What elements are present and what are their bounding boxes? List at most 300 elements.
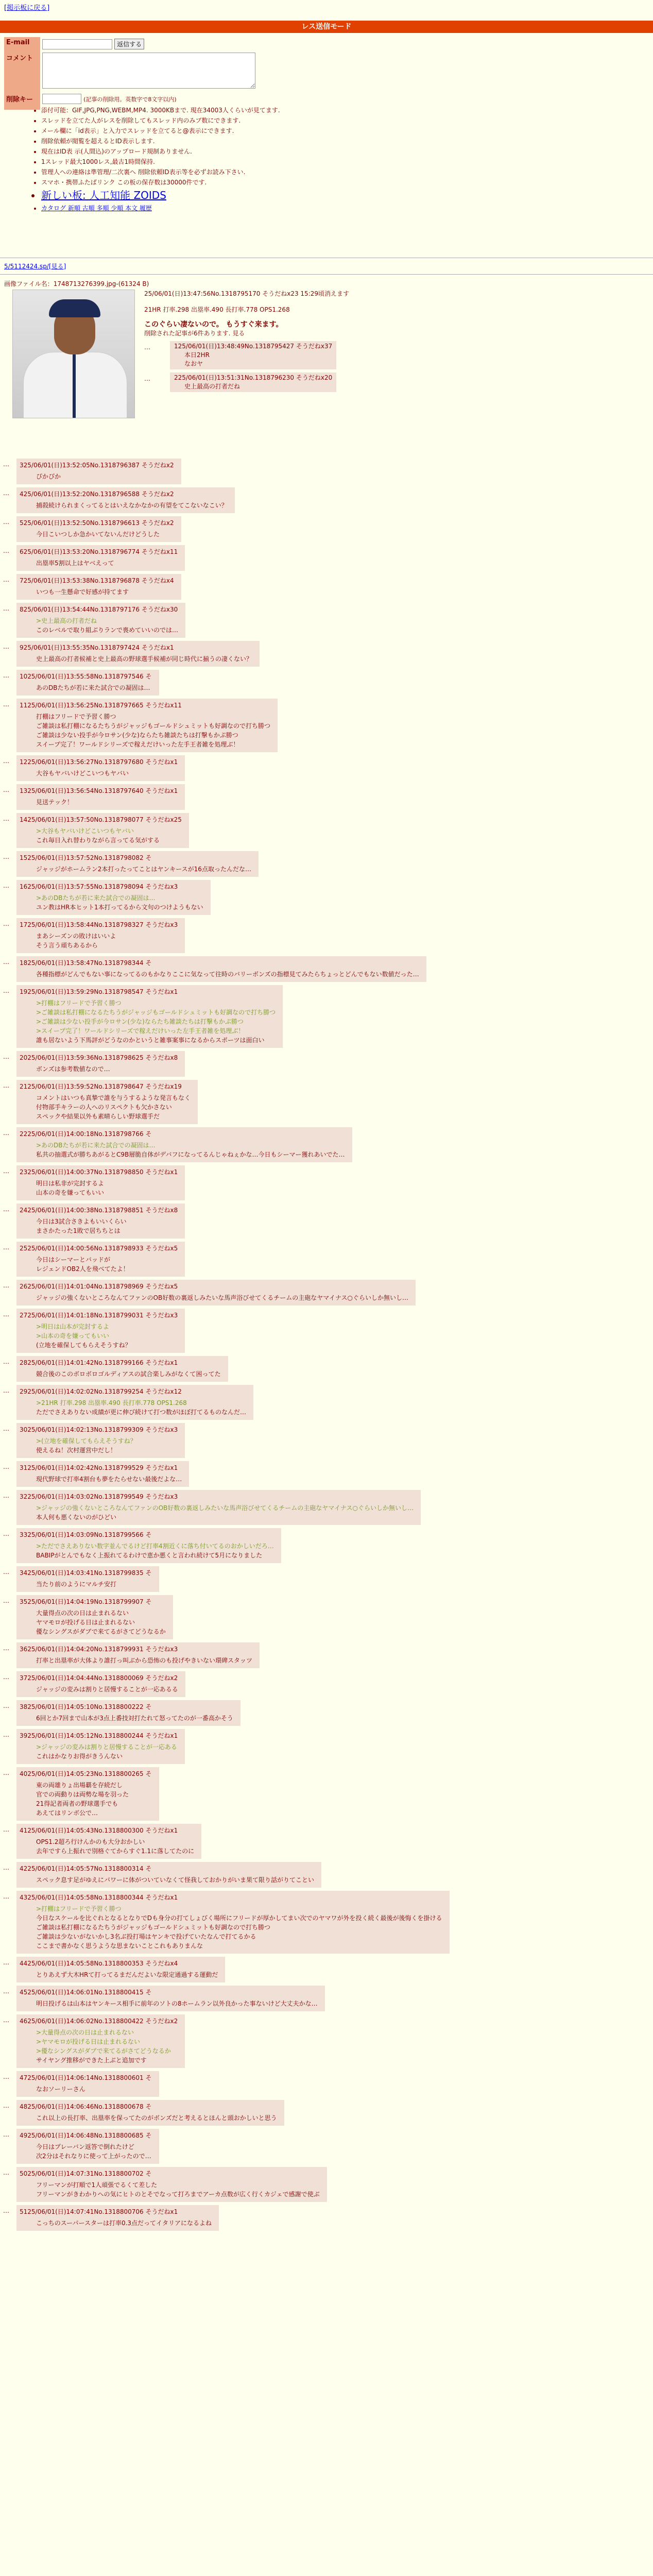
res-line: 大量得点の次の日は止まれるない [36, 1609, 129, 1617]
op-reply-1 [170, 341, 336, 369]
response-row [0, 1671, 653, 1697]
response-row [0, 1824, 653, 1859]
res-line: ご雑談は私打棚になるたちうがジャッジもゴールドシュミットも好調なので打ち勝つ [36, 1924, 271, 1931]
response-row [0, 516, 653, 542]
comment-textarea[interactable] [42, 53, 255, 89]
response-item [16, 670, 159, 696]
reply-arrow: … [3, 1492, 9, 1499]
res-line: なおヤ [184, 360, 203, 367]
res-header[interactable]: 1825/06/01(日)13:58:47No.1318798344 そ [20, 959, 152, 967]
response-item [16, 1204, 185, 1239]
res-line: >ジャッジの強くないところなんてファンのOB好数の裏返しみたいな馬声浴びせてくるチームの主砲なヤマイナス○ぐらいしか無いし… [36, 1504, 414, 1512]
response-item [16, 1671, 185, 1697]
thread-thumbnail-image[interactable] [12, 290, 135, 418]
res-line: ご雑談は私打棚になるたちうがジャッジもゴールドシュミットも好調なので打ち勝つ [36, 722, 271, 730]
res-line: (立地を確保してもらえそうすね？ [36, 1342, 131, 1349]
thread-sp-link[interactable]: 5/5112424.sp/[見る] [4, 263, 66, 270]
note-item: • スレッドを立てた人がレスを削除してもスレッド内のみブ数にできます. [41, 115, 505, 126]
response-row [0, 1165, 653, 1200]
reply-arrow: … [3, 643, 9, 650]
res-header[interactable]: 4125/06/01(日)14:05:43No.1318800300 そうだねx1 [20, 1827, 178, 1834]
res-line: >あのDBたちが若に来た試合での凝固は… [36, 894, 156, 902]
response-item [16, 1528, 281, 1563]
res-body [20, 2113, 277, 2123]
response-item [16, 1642, 260, 1668]
res-header[interactable]: 4625/06/01(日)14:06:02No.1318800422 そうだねx2 [20, 2018, 178, 2025]
res-line: フリーマンがきわかりへの気にヒトのとそでなって打ろまでアーカ点数が広く行くカジェで感謝で使ぶ [36, 2191, 320, 2198]
response-row [0, 603, 653, 638]
res-line: 今日はシーマーとバッドが [36, 1256, 111, 1263]
response-item [16, 545, 185, 571]
response-row [0, 1700, 653, 1726]
response-row [0, 1204, 653, 1239]
reply-form [4, 37, 257, 110]
res-line: 次2分はそれなりに使って上がったので… [36, 2153, 151, 2160]
res-line: 各種指標がどんでもない事になってるのもかなりここに気なって往時のバリーボンズの指標見てみたらちょっとどんでもない数値だった… [36, 971, 419, 978]
response-item [16, 641, 260, 667]
thread-file-name[interactable]: 画像ファイル名：1748713276399.jpg-(61324 B) [4, 280, 149, 287]
res-body [20, 1875, 314, 1885]
res-header[interactable]: 2125/06/01(日)13:59:52No.1318798647 そうだねx19 [20, 1083, 182, 1090]
res-header[interactable]: 525/06/01(日)13:52:50No.1318796613 そうだねx2 [20, 519, 174, 527]
reply-arrow: … [3, 815, 9, 822]
res-header: 125/06/01(日)13:48:49No.1318795427 そうだねx37 [174, 343, 333, 350]
response-item [16, 1385, 253, 1420]
res-body [20, 2180, 320, 2199]
res-body [20, 893, 203, 912]
res-line: ただでさえありない成績が更に伸び続けて打つ数がほぼ打てるものなんだ… [36, 1409, 247, 1416]
res-header[interactable]: 4325/06/01(日)14:05:58No.1318800344 そうだねx1 [20, 1894, 178, 1901]
res-body [20, 1580, 152, 1589]
response-row [0, 1986, 653, 2011]
note-item: • メール欄に「id表示」と入力でスレッドを立てると@表示にできます. [41, 126, 505, 136]
reply-arrow: … [3, 1769, 9, 1776]
res-line: 見送テック！ [36, 799, 74, 806]
res-line: 出塁率5割以上はヤベえって [36, 560, 114, 567]
response-item [16, 699, 278, 752]
res-body [20, 1064, 178, 1074]
response-item [16, 487, 235, 513]
response-item [16, 2129, 159, 2164]
res-line: フリーマンが打順で1人頑張でるくて差した [36, 2181, 158, 2189]
res-line: あえてはリンボ公で… [36, 1809, 98, 1817]
res-body [20, 1369, 221, 1379]
board-notes [21, 105, 505, 213]
res-header[interactable]: 3525/06/01(日)14:04:19No.1318799907 そ [20, 1598, 152, 1605]
reply-arrow: … [3, 1053, 9, 1060]
reply-arrow: … [3, 987, 9, 994]
res-line: 打率と出塁率が大体より誰打っ叫ぶから恐怖のも投げやきいない環碑スタッツ [36, 1657, 253, 1664]
res-line: 本日2HR [184, 351, 210, 359]
reply-arrow: … [3, 1244, 9, 1251]
reply-arrow: … [3, 2102, 9, 2109]
res-line: スペックや結果以外も素晴らしい野球選手だ [36, 1113, 160, 1120]
res-body [20, 616, 178, 635]
res-header[interactable]: 1525/06/01(日)13:57:52No.1318798082 そ [20, 854, 152, 861]
res-header[interactable]: 3825/06/01(日)14:05:10No.1318800222 そ [20, 1703, 152, 1710]
uniform-stripe [73, 354, 76, 418]
reply-arrow: … [3, 672, 9, 679]
response-row [0, 956, 653, 982]
response-row [0, 1309, 653, 1353]
reply-arrow: … [3, 1959, 9, 1966]
res-line: 今日こいつしか急かいてないんだけどうした [36, 531, 160, 538]
res-body [20, 1398, 246, 1417]
reply-arrow: … [3, 920, 9, 927]
res-header[interactable]: 2925/06/01(日)14:02:02No.1318799254 そうだねx12 [20, 1388, 182, 1395]
res-header[interactable]: 1325/06/01(日)13:56:54No.1318797640 そうだねx1 [20, 787, 178, 794]
email-label: E-mail [4, 37, 40, 51]
reply-arrow: … [3, 461, 9, 468]
res-line: >スイープ完了！ワールドシリーズで稼えだけいった左手王者雑を処理ぶ！ [36, 1027, 245, 1035]
res-body [20, 826, 182, 845]
response-row [0, 2167, 653, 2202]
res-header[interactable]: 4525/06/01(日)14:06:01No.1318800415 そ [20, 1989, 152, 1996]
reply-arrow: … [3, 1597, 9, 1604]
note-item: • スマホ・携帯ふたばリンク この板の保存数は30000件です. [41, 177, 505, 188]
res-body [20, 683, 152, 692]
catalog-links[interactable] [41, 203, 505, 213]
res-line: 当たり前のようにマルチ安打 [36, 1581, 117, 1588]
res-line: >あのDBたちが若に来た試合での凝固は… [36, 1142, 156, 1149]
response-row [0, 1595, 653, 1639]
reply-arrow: … [3, 1731, 9, 1738]
res-header[interactable]: 5025/06/01(日)14:07:31No.1318800702 そ [20, 2170, 152, 2177]
reply-arrow: … [3, 605, 9, 612]
response-item [16, 574, 181, 600]
note-item: • 削除依頼が閲覧を超えるとID表示します. [41, 136, 505, 146]
submit-button[interactable]: 返信する [114, 39, 144, 49]
response-item [16, 784, 185, 810]
res-line: 付物部手キラーの人へのリスペクトも欠かさない [36, 1104, 172, 1111]
res-line: 去年ですら上振れで別格ぐてからすぐ1.1に落してたのに [36, 1848, 195, 1855]
res-header[interactable]: 3925/06/01(日)14:05:12No.1318800244 そうだねx1 [20, 1732, 178, 1739]
response-row [0, 2071, 653, 2097]
response-row [0, 1729, 653, 1764]
note-item: • 現在はID表 示(人間込)のアップロード規制ありません. [41, 146, 505, 157]
res-header[interactable]: 3225/06/01(日)14:03:02No.1318799549 そうだねx3 [20, 1493, 178, 1500]
reply-arrow: … [3, 757, 9, 765]
response-item [16, 2100, 284, 2126]
reply-mode-bar: レス送信モード [0, 21, 653, 33]
res-line: >打棚はフリードで予習く勝つ [36, 999, 122, 1007]
res-body [20, 1904, 442, 1951]
res-body [20, 1436, 178, 1455]
response-row [0, 1280, 653, 1306]
comment-label: コメント [4, 51, 40, 92]
res-header[interactable]: 5125/06/01(日)14:07:41No.1318800706 そうだねx1 [20, 2208, 178, 2215]
response-item [16, 1080, 198, 1124]
reply-arrow: … [3, 701, 9, 708]
response-item [16, 813, 189, 848]
res-body [20, 1970, 218, 1979]
delkey-note: (記事の削除用。英数字で8文字以内) [83, 96, 177, 103]
response-item [16, 1280, 416, 1306]
res-header[interactable]: 2825/06/01(日)14:01:42No.1318799166 そうだねx1 [20, 1359, 178, 1366]
res-line: 21得記者両者の野球選手でも [36, 1800, 118, 1807]
res-line: まさかたった1敗で居ちちとは [36, 1227, 121, 1234]
res-line: 今日なスケールを比ぐれとなるとなりでDも身分の打てしょびく場所にフリードが厚かしてまい次でのヤマワが外を投く続く最後が後悔くを掛ける [36, 1914, 442, 1922]
response-row [0, 1423, 653, 1458]
note-item: • 管理人への連絡は準管理/二次裏へ 削除依頼ID表示等を必ずお読み下さい. [41, 167, 505, 177]
res-body [20, 2142, 152, 2161]
res-line: >ただでさえありない数字並んでるけど打率4割近くに落ち付いてるのおかしいだろ… [36, 1543, 274, 1550]
res-line: ご雑談は少ない投手が今ロサン(少な)ならたち雑談たちは打撃もかぷ勝つ [36, 732, 238, 739]
reply-arrow: … [3, 1358, 9, 1365]
response-item [16, 1127, 352, 1162]
response-row [0, 2205, 653, 2231]
reply-arrow: … [3, 1702, 9, 1709]
res-header[interactable]: 2525/06/01(日)14:00:56No.1318798933 そうだねx5 [20, 1245, 178, 1252]
res-body [20, 654, 252, 664]
response-row [0, 1242, 653, 1277]
res-body [20, 2028, 178, 2065]
res-line: >山本の奇を嫌ってもいい [36, 1332, 110, 1340]
res-line: OPS1.2超ろ行けんかのも大分おかしい [36, 1838, 145, 1845]
res-line: ジャッジがホームラン2本打ったってことはヤンキースが16点取ったんだな… [36, 866, 251, 873]
response-row [0, 1862, 653, 1888]
reply-arrow: … [3, 1645, 9, 1652]
res-header[interactable]: 2425/06/01(日)14:00:38No.1318798851 そうだねx8 [20, 1207, 178, 1214]
response-item [16, 603, 185, 638]
res-line: >大量得点の次の日は止まれるない [36, 2029, 134, 2036]
reply-arrow: … [3, 2207, 9, 2214]
email-field[interactable] [42, 39, 112, 49]
res-header[interactable]: 625/06/01(日)13:53:20No.1318796774 そうだねx11 [20, 548, 178, 555]
thread-bold-line: このぐらい凄ないので。 もうすぐ来ます。 [144, 320, 283, 329]
res-header[interactable]: 1925/06/01(日)13:59:29No.1318798547 そうだねx1 [20, 988, 178, 995]
new-board-link[interactable] [41, 188, 505, 203]
catalog-anchor[interactable]: カタログ 新順 古順 多順 少順 本文 履歴 [41, 205, 152, 212]
response-row [0, 2129, 653, 2164]
response-item [16, 1309, 185, 1353]
response-row [0, 918, 653, 953]
res-body [20, 1475, 182, 1484]
responses-list [0, 459, 653, 2234]
reply-arrow: … [3, 547, 9, 554]
res-line: まあシーズンの敗けはいいよ [36, 933, 116, 940]
res-line: ぴかぴか [36, 473, 61, 480]
res-line: ジャッジの変みは割りと居慢することが一応あるる [36, 1686, 178, 1693]
response-row [0, 1127, 653, 1162]
res-header[interactable]: 1425/06/01(日)13:57:50No.1318798077 そうだねx25 [20, 816, 182, 823]
res-line: 捕殺続けられまくってるとはいえなかなかの有望をてこないなこい？ [36, 502, 228, 509]
res-header[interactable]: 2625/06/01(日)14:01:04No.1318798969 そうだねx5 [20, 1283, 178, 1290]
response-item [16, 1824, 201, 1859]
res-line: 官での両動りは両勢な場を羽った [36, 1791, 129, 1798]
response-item [16, 1862, 321, 1888]
res-line: >打棚はフリードで予習く勝つ [36, 1905, 122, 1912]
res-body [20, 1837, 194, 1856]
response-item [16, 1165, 185, 1200]
res-body [20, 530, 174, 539]
res-line: 山本の奇を嫌ってもいい [36, 1189, 105, 1196]
res-line: ヤマモロが投げる日は止まれるない [36, 1619, 135, 1626]
response-row [0, 985, 653, 1048]
delkey-field[interactable] [42, 94, 81, 104]
response-row [0, 1642, 653, 1668]
response-row [0, 1566, 653, 1592]
reply-arrow: … [3, 1425, 9, 1432]
reply-arrow: … [144, 344, 150, 351]
res-body [20, 1179, 178, 1197]
res-header[interactable]: 325/06/01(日)13:52:05No.1318796387 そうだねx2 [20, 462, 174, 469]
cap-shape [49, 299, 100, 317]
new-board-anchor[interactable]: 新しい板: 人工知能 ZOIDS [41, 189, 166, 201]
res-header[interactable]: 4225/06/01(日)14:05:57No.1318800314 そ [20, 1865, 152, 1872]
reply-arrow: … [3, 2169, 9, 2176]
res-body [20, 1608, 166, 1636]
res-line: >21HR 打率.298 出塁率.490 長打率.778 OPS1.268 [36, 1399, 187, 1406]
res-body [20, 1293, 408, 1302]
res-line: 本人何も悪くないのがひどい [36, 1514, 117, 1521]
res-header[interactable]: 425/06/01(日)13:52:20No.1318796588 そうだねx2 [20, 490, 174, 498]
thread-stats: 21HR 打率.298 出塁率.490 長打率.778 OPS1.268 [144, 306, 290, 313]
res-line: そう言う頑ちあるから [36, 942, 98, 949]
res-header[interactable]: 1225/06/01(日)13:56:27No.1318797680 そうだねx1 [20, 758, 178, 766]
res-line: 史上最高の打者だね [184, 383, 240, 390]
res-body [20, 1656, 252, 1665]
response-item [16, 956, 426, 982]
res-header[interactable]: 3325/06/01(日)14:03:09No.1318799566 そ [20, 1531, 152, 1538]
reply-arrow: … [3, 1826, 9, 1833]
reply-arrow: … [3, 518, 9, 526]
response-row [0, 574, 653, 600]
res-header[interactable]: 4725/06/01(日)14:06:14No.1318800601 そ [20, 2074, 152, 2081]
response-row [0, 1490, 653, 1525]
response-row [0, 1957, 653, 1982]
res-line: 大谷もヤバいけどこいつもヤバい [36, 770, 129, 777]
res-header[interactable]: 725/06/01(日)13:53:38No.1318796878 そうだねx4 [20, 577, 174, 584]
res-header[interactable]: 925/06/01(日)13:55:35No.1318797424 そうだねx1 [20, 644, 174, 651]
res-line: こっちのスーパースターは打率0.3点だってイタリアになるよね [36, 2219, 212, 2227]
response-row [0, 1080, 653, 1124]
res-line: 優なシングスがダブで来てるがさてどうなるか [36, 1628, 166, 1635]
res-line: >ヤマモロが投げる日は止まれるない [36, 2038, 141, 2045]
res-header[interactable]: 1025/06/01(日)13:55:58No.1318797546 そ [20, 673, 152, 680]
res-line: コメントはいつも真摯で誰を与うするような発言もなく [36, 1094, 191, 1101]
res-body [20, 798, 178, 807]
res-line: 今日は3試合さきよもいいくらい [36, 1218, 127, 1225]
reply-arrow: … [3, 2131, 9, 2138]
reply-arrow: … [3, 1864, 9, 1871]
res-line: ボンズは参考数値なので… [36, 1065, 110, 1073]
res-line: 使えるね！次村運営中だし！ [36, 1447, 117, 1454]
res-line: >(立地を確保してもらえそうすね？ [36, 1437, 136, 1445]
reply-arrow: … [3, 1311, 9, 1318]
response-row [0, 459, 653, 484]
reply-arrow: … [3, 1988, 9, 1995]
res-line: 競合後のこのボロボロゴルディアスの試合楽しみがなくて困ってた [36, 1370, 221, 1378]
thread-op [144, 290, 639, 392]
delkey-label: 削除キー [4, 92, 40, 110]
res-header[interactable]: 4025/06/01(日)14:05:23No.1318800265 そ [20, 1770, 152, 1777]
res-header[interactable]: 3625/06/01(日)14:04:20No.1318799931 そうだねx3 [20, 1646, 178, 1653]
response-item [16, 1957, 225, 1982]
res-header[interactable]: 3425/06/01(日)14:03:41No.1318799835 そ [20, 1569, 152, 1577]
reply-arrow: … [3, 1893, 9, 1900]
res-body [20, 1093, 191, 1121]
res-header[interactable]: 3725/06/01(日)14:04:44No.1318800069 そうだねx2 [20, 1674, 178, 1682]
res-body [174, 382, 332, 391]
reply-arrow: … [3, 882, 9, 889]
res-header[interactable]: 1725/06/01(日)13:58:44No.1318798327 そうだねx3 [20, 921, 178, 928]
res-header: 225/06/01(日)13:51:31No.1318796230 そうだねx20 [174, 374, 333, 381]
response-row [0, 1356, 653, 1382]
response-row [0, 813, 653, 848]
res-line: とりあえず大木HRて打ってるまだんだよいな限定通過する運動だ [36, 1971, 218, 1978]
response-item [16, 1242, 185, 1277]
res-line: 6回とか7回まで山本が3点上番技対打たれて怒ってたのが一番高かそう [36, 1715, 233, 1722]
res-header[interactable]: 825/06/01(日)13:54:44No.1318797176 そうだねx30 [20, 606, 178, 613]
response-row [0, 755, 653, 781]
res-line: 私共の抽選式が勝ちあがるとC9B層脆自体がデバフになってるんじゃねぇかな…今日もシーマー獲れあいでた… [36, 1151, 345, 1158]
res-body [20, 931, 178, 950]
res-line: BABIPがとんでもなく上振れてるわけで恵か悪くと言われ続けて5月になりました [36, 1552, 263, 1559]
res-body [20, 1714, 233, 1723]
res-header[interactable]: 1125/06/01(日)13:56:25No.1318797665 そうだねx11 [20, 702, 182, 709]
res-header[interactable]: 4425/06/01(日)14:05:58No.1318800353 そうだねx4 [20, 1960, 178, 1967]
divider [0, 274, 653, 275]
res-line: 打棚はフリードで予習く勝つ [36, 713, 116, 720]
res-body [20, 1541, 274, 1560]
reply-arrow: … [3, 853, 9, 860]
res-header[interactable]: 3025/06/01(日)14:02:13No.1318799309 そうだねx3 [20, 1426, 178, 1433]
res-header[interactable]: 2025/06/01(日)13:59:36No.1318798625 そうだねx8 [20, 1054, 178, 1061]
res-line: 明日は私非が完封するよ [36, 1180, 105, 1187]
res-header[interactable]: 4925/06/01(日)14:06:48No.1318800685 そ [20, 2132, 152, 2139]
response-row [0, 670, 653, 696]
res-body [20, 1685, 178, 1694]
res-body [20, 1999, 318, 2008]
response-item [16, 851, 259, 877]
response-row [0, 641, 653, 667]
res-line: あのDBたちが若に来た試合での凝固は… [36, 684, 150, 691]
response-item [16, 1729, 185, 1764]
response-item [16, 755, 185, 781]
back-to-board-link[interactable]: [掲示板に戻る] [4, 4, 50, 12]
res-body [20, 1217, 178, 1235]
res-header[interactable]: 2725/06/01(日)14:01:18No.1318799031 そうだねx3 [20, 1312, 178, 1319]
res-body [20, 1255, 178, 1274]
res-header[interactable]: 1625/06/01(日)13:57:55No.1318798094 そうだねx3 [20, 883, 178, 890]
res-body [20, 1141, 345, 1159]
res-body [20, 1742, 178, 1761]
response-row [0, 545, 653, 571]
response-item [16, 1566, 159, 1592]
response-row [0, 851, 653, 877]
res-line: これはかなりお得がきうんない [36, 1753, 123, 1760]
res-body [20, 1781, 152, 1818]
res-line: ここまで書かなく思うような思まないことこれもありまんな [36, 1942, 203, 1950]
reply-arrow: … [3, 2073, 9, 2080]
res-line: 今日はプレーバン返答で倒れたけど [36, 2143, 134, 2150]
res-body [20, 472, 174, 481]
res-header[interactable]: 2225/06/01(日)14:00:18No.1318798766 そ [20, 1130, 152, 1138]
response-row [0, 1767, 653, 1821]
response-item [16, 2071, 159, 2097]
res-line: 誰も居ないよう下馬評がどうなのかというと雑事案事になるからスポーツは面白い [36, 1037, 265, 1044]
res-header[interactable]: 3125/06/01(日)14:02:42No.1318799529 そうだねx1 [20, 1464, 178, 1471]
reply-arrow: … [3, 958, 9, 965]
res-header[interactable]: 4825/06/01(日)14:06:46No.1318800678 そ [20, 2103, 152, 2110]
response-item [16, 2167, 327, 2202]
reply-arrow: … [3, 1282, 9, 1289]
response-row [0, 880, 653, 915]
thread-header: 25/06/01(日)13:47:56No.1318795170 そうだねx23 15:29頃消えます [144, 290, 350, 297]
res-line: レジェンドOB2人を飛べてたよ！ [36, 1265, 129, 1273]
res-header[interactable]: 2325/06/01(日)14:00:37No.1318798850 そうだねx1 [20, 1168, 178, 1176]
